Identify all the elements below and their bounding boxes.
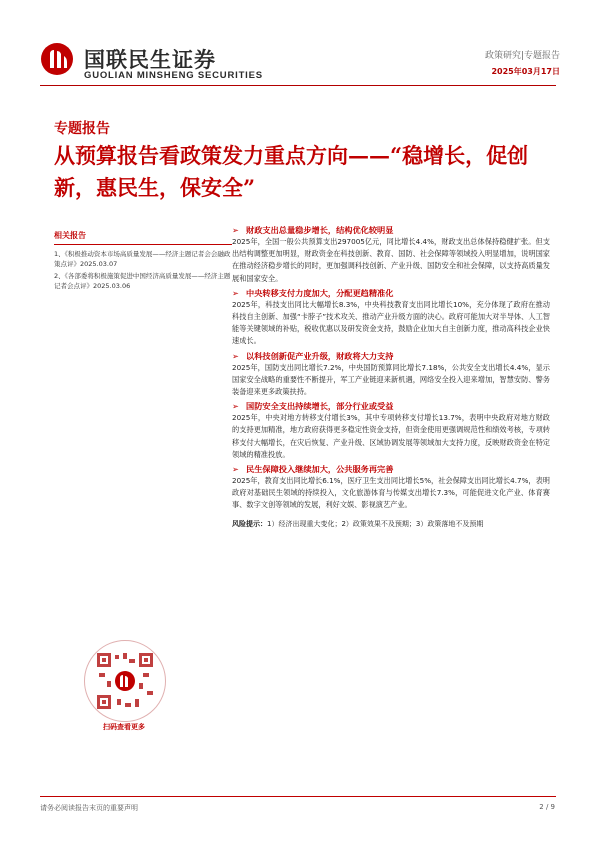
section-body: 2025年，科技支出同比大幅增长8.3%，中央科技教育支出同比增长10%，充分体现了政府在推动科技自主创新、加强“卡脖子”技术攻关、推动产业升级方面的决心。政府可能加大对半导体、人工智能等关键领域的补贴，税收优惠以及研发资金支持，鼓励企业加大自主创新力度，推动高科技企业快速成长。 bbox=[232, 299, 550, 346]
related-reports-heading: 相关报告 bbox=[54, 230, 232, 245]
report-title: 从预算报告看政策发力重点方向——“稳增长，促创新，惠民生，保安全” bbox=[54, 143, 529, 200]
related-reports-list bbox=[54, 249, 232, 291]
risk-label: 风险提示： bbox=[232, 519, 267, 528]
arrow-bullet-icon: ➢ bbox=[232, 350, 239, 361]
arrow-bullet-icon: ➢ bbox=[232, 287, 239, 298]
report-date: 2025年03月17日 bbox=[491, 67, 560, 76]
risk-text: 1）经济出现重大变化；2）政策效果不及预期；3）政策落地不及预期 bbox=[267, 519, 484, 528]
section-body: 2025年，中央对地方转移支付增长3%，其中专项转移支付增长13.7%，表明中央政府对地方财政的支持更加精准，地方政府获得更多稳定性资金支持，但资金使用更强调规范性和绩效考核，专项转移支付大幅增长，在灾后恢复、产业升级、区域协调发展等领域加大支持力度，反映财政资金在特定领域的精准投放。 bbox=[232, 413, 550, 459]
report-category: 政策研究|专题报告 bbox=[484, 51, 560, 61]
report-type-label: 专题报告 bbox=[54, 121, 110, 137]
page-header bbox=[40, 34, 560, 82]
section-heading: ➢ 中央转移支付力度加大，分配更趋精准化 bbox=[232, 287, 394, 298]
sidebar bbox=[54, 230, 232, 293]
company-logo-icon bbox=[40, 42, 74, 76]
main-content bbox=[232, 222, 550, 530]
related-report-item[interactable]: 1、《积极推动资本市场高质量发展——经济主题记者会会融政策点评》2025.03.07 bbox=[54, 250, 231, 268]
arrow-bullet-icon: ➢ bbox=[232, 401, 239, 412]
company-name-en: GUOLIAN MINSHENG SECURITIES bbox=[84, 70, 263, 81]
footer-disclaimer: 请务必阅读报告末页的重要声明 bbox=[40, 804, 138, 812]
section-body: 2025年，国防支出同比增长7.2%，中央国防预算同比增长7.18%，公共安全支出增长4.4%，显示国家安全战略的重要性不断提升，军工产业链迎来新机遇，网络安全投入迎来增加，智慧安防、警务装备迎来更多政策扶持。 bbox=[232, 362, 550, 397]
company-name-cn: 国联民生证券 bbox=[84, 48, 216, 72]
section-heading: ➢ 国防安全支出持续增长，部分行业或受益 bbox=[232, 401, 394, 412]
section-heading: ➢ 民生保障投入继续加大，公共服务再完善 bbox=[232, 464, 394, 475]
section-body: 2025年，全国一般公共预算支出297005亿元，同比增长4.4%，财政支出总体保持稳健扩张。但支出结构调整更加明显，财政资金在科技创新、教育、国防、社会保障等领域投入明显增加，说明国家在推动经济稳步增长的同时，更加强调科技创新、产业升级、国防安全和社会保障，以支持高质量发展和国家安全。 bbox=[232, 237, 550, 283]
section-heading: ➢ 以科技创新促产业升级，财政将大力支持 bbox=[232, 350, 394, 361]
qr-code-icon bbox=[85, 641, 165, 721]
section-heading: ➢ 财政支出总量稳步增长，结构优化较明显 bbox=[232, 225, 394, 235]
section-body: 2025年，教育支出同比增长6.1%，医疗卫生支出同比增长5%，社会保障支出同比增长4.7%，表明政府对基础民生领域的持续投入，文化旅游体育与传媒支出增长7.3%，可能促进文化产业、体育赛事、数字文创等领域的发展，利好文娱、影视演艺产业。 bbox=[232, 476, 550, 510]
arrow-bullet-icon: ➢ bbox=[232, 464, 239, 475]
qr-caption: 扫码查看更多 bbox=[103, 723, 145, 731]
header-divider bbox=[40, 85, 556, 86]
page-number: 2 / 9 bbox=[539, 803, 555, 811]
footer-divider bbox=[40, 796, 556, 797]
risk-warning bbox=[232, 518, 550, 530]
qr-code[interactable] bbox=[84, 640, 166, 722]
related-report-item[interactable]: 2、《各部委将积极施策促进中国经济高质量发展——经济主题记者会点评》2025.03.06 bbox=[54, 272, 231, 290]
arrow-bullet-icon: ➢ bbox=[232, 225, 239, 235]
